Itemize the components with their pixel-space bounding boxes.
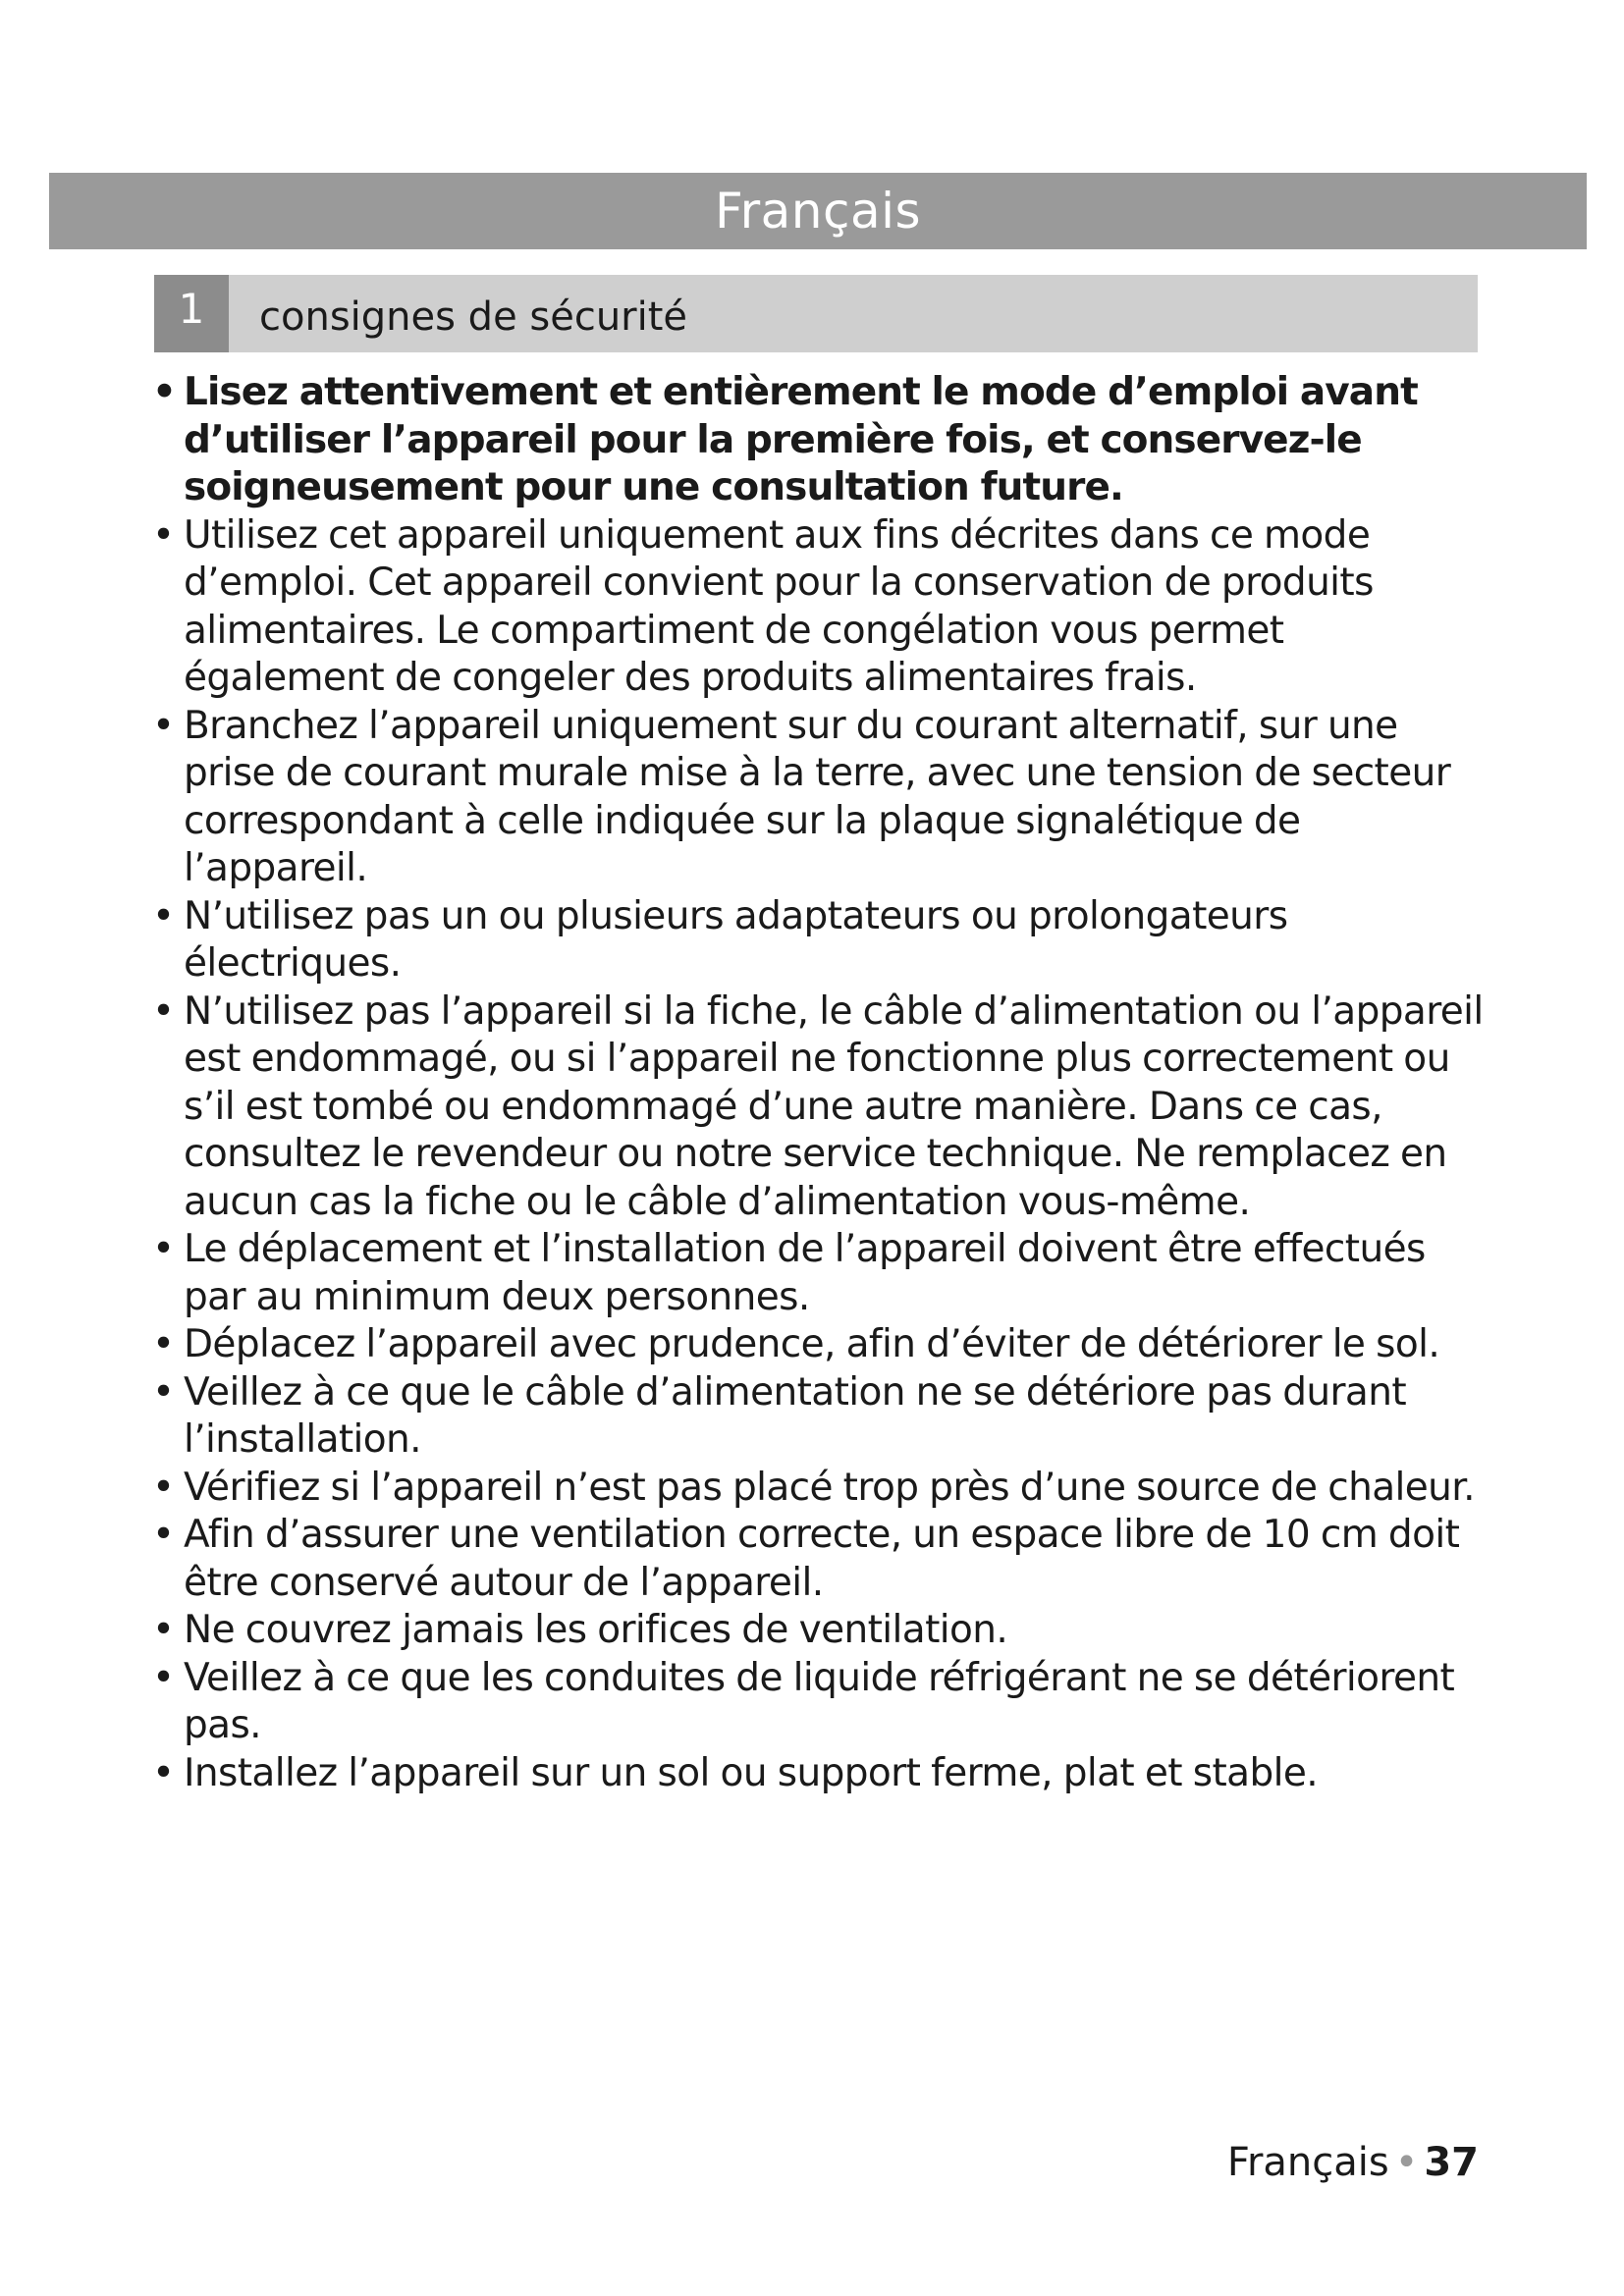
bullet-dot-icon: • bbox=[152, 893, 175, 938]
bullet-item-read-manual bbox=[152, 369, 1492, 512]
bullet-text: Vérifiez si l’appareil n’est pas placé trop près d’une source de chaleur. bbox=[184, 1465, 1475, 1510]
bullet-dot-icon: • bbox=[152, 1465, 175, 1510]
bullet-dot-icon: • bbox=[152, 1655, 175, 1700]
bullet-dot-icon: • bbox=[152, 1322, 175, 1366]
bullet-dot-icon: • bbox=[152, 512, 175, 558]
bullet-text: Veillez à ce que les conduites de liquide réfrigérant ne se détériorent pas. bbox=[184, 1655, 1455, 1747]
section-number: 1 bbox=[154, 275, 229, 352]
bullet-dot-icon: • bbox=[152, 1227, 175, 1271]
bullet-item-heat-source bbox=[152, 1465, 1492, 1513]
bullet-item-refrigerant bbox=[152, 1655, 1492, 1750]
section-header bbox=[154, 275, 1478, 352]
bullet-dot-icon: • bbox=[152, 1750, 175, 1795]
page-number: 37 bbox=[1424, 2140, 1479, 2185]
bullet-text: Branchez l’appareil uniquement sur du courant alternatif, sur une prise de courant murale mise à la terre, avec une tension de secteur correspondant à celle indiquée sur la plaque signalétique de l’appareil. bbox=[184, 703, 1451, 890]
bullet-text: Lisez attentivement et entièrement le mode d’emploi avant d’utiliser l’appareil pour la première fois, et conservez-le soigneusement pour une consultation future. bbox=[184, 370, 1418, 509]
bullet-text: Le déplacement et l’installation de l’appareil doivent être effectués par au minimum deux personnes. bbox=[184, 1227, 1426, 1319]
section-title: consignes de sécurité bbox=[259, 294, 688, 340]
bullet-item-damage bbox=[152, 988, 1492, 1227]
safety-instructions bbox=[152, 369, 1492, 1797]
bullet-item-ventilation-space bbox=[152, 1512, 1492, 1607]
bullet-text: Utilisez cet appareil uniquement aux fins décrites dans ce mode d’emploi. Cet appareil convient pour la conservation de produits alimentaires. Le compartiment de congélation vous permet également de congeler des produits alimentaires frais. bbox=[184, 512, 1374, 700]
bullet-text: Installez l’appareil sur un sol ou support ferme, plat et stable. bbox=[184, 1750, 1319, 1795]
page-footer bbox=[1227, 2140, 1479, 2185]
bullet-dot-icon: • bbox=[152, 370, 177, 414]
bullet-dot-icon: • bbox=[152, 703, 175, 748]
bullet-dot-icon: • bbox=[152, 1513, 175, 1557]
bullet-text: Veillez à ce que le câble d’alimentation ne se détériore pas durant l’installation. bbox=[184, 1369, 1407, 1462]
bullet-item-power-supply bbox=[152, 703, 1492, 893]
footer-separator: • bbox=[1394, 2140, 1419, 2185]
bullet-item-cover-vents bbox=[152, 1607, 1492, 1655]
bullet-text: Ne couvrez jamais les orifices de ventilation. bbox=[184, 1608, 1008, 1652]
bullet-text: Afin d’assurer une ventilation correcte, un espace libre de 10 cm doit être conservé autour de l’appareil. bbox=[184, 1513, 1460, 1605]
bullet-text: N’utilisez pas l’appareil si la fiche, le câble d’alimentation ou l’appareil est endommagé, ou si l’appareil ne fonctionne plus correctement ou s’il est tombé ou endommagé d’une autre manière. Dans ce cas, consultez le revendeur ou notre service technique. Ne remplacez en aucun cas la fiche ou le câble d’alimentation vous-même. bbox=[184, 988, 1484, 1224]
bullet-text: N’utilisez pas un ou plusieurs adaptateurs ou prolongateurs électriques. bbox=[184, 893, 1288, 986]
bullet-item-cable-care bbox=[152, 1369, 1492, 1465]
footer-language: Français bbox=[1226, 2140, 1389, 2185]
bullet-item-two-persons bbox=[152, 1226, 1492, 1321]
bullet-item-no-adapters bbox=[152, 893, 1492, 988]
bullet-item-stable-floor bbox=[152, 1750, 1492, 1798]
bullet-dot-icon: • bbox=[152, 1369, 175, 1415]
bullet-dot-icon: • bbox=[152, 1608, 175, 1652]
bullet-item-move-carefully bbox=[152, 1321, 1492, 1369]
bullet-text: Déplacez l’appareil avec prudence, afin d’éviter de détériorer le sol. bbox=[184, 1322, 1440, 1366]
bullet-item-intended-use bbox=[152, 512, 1492, 703]
bullet-dot-icon: • bbox=[152, 988, 175, 1034]
language-banner: Français bbox=[49, 173, 1587, 249]
bullet-list bbox=[152, 369, 1492, 1797]
